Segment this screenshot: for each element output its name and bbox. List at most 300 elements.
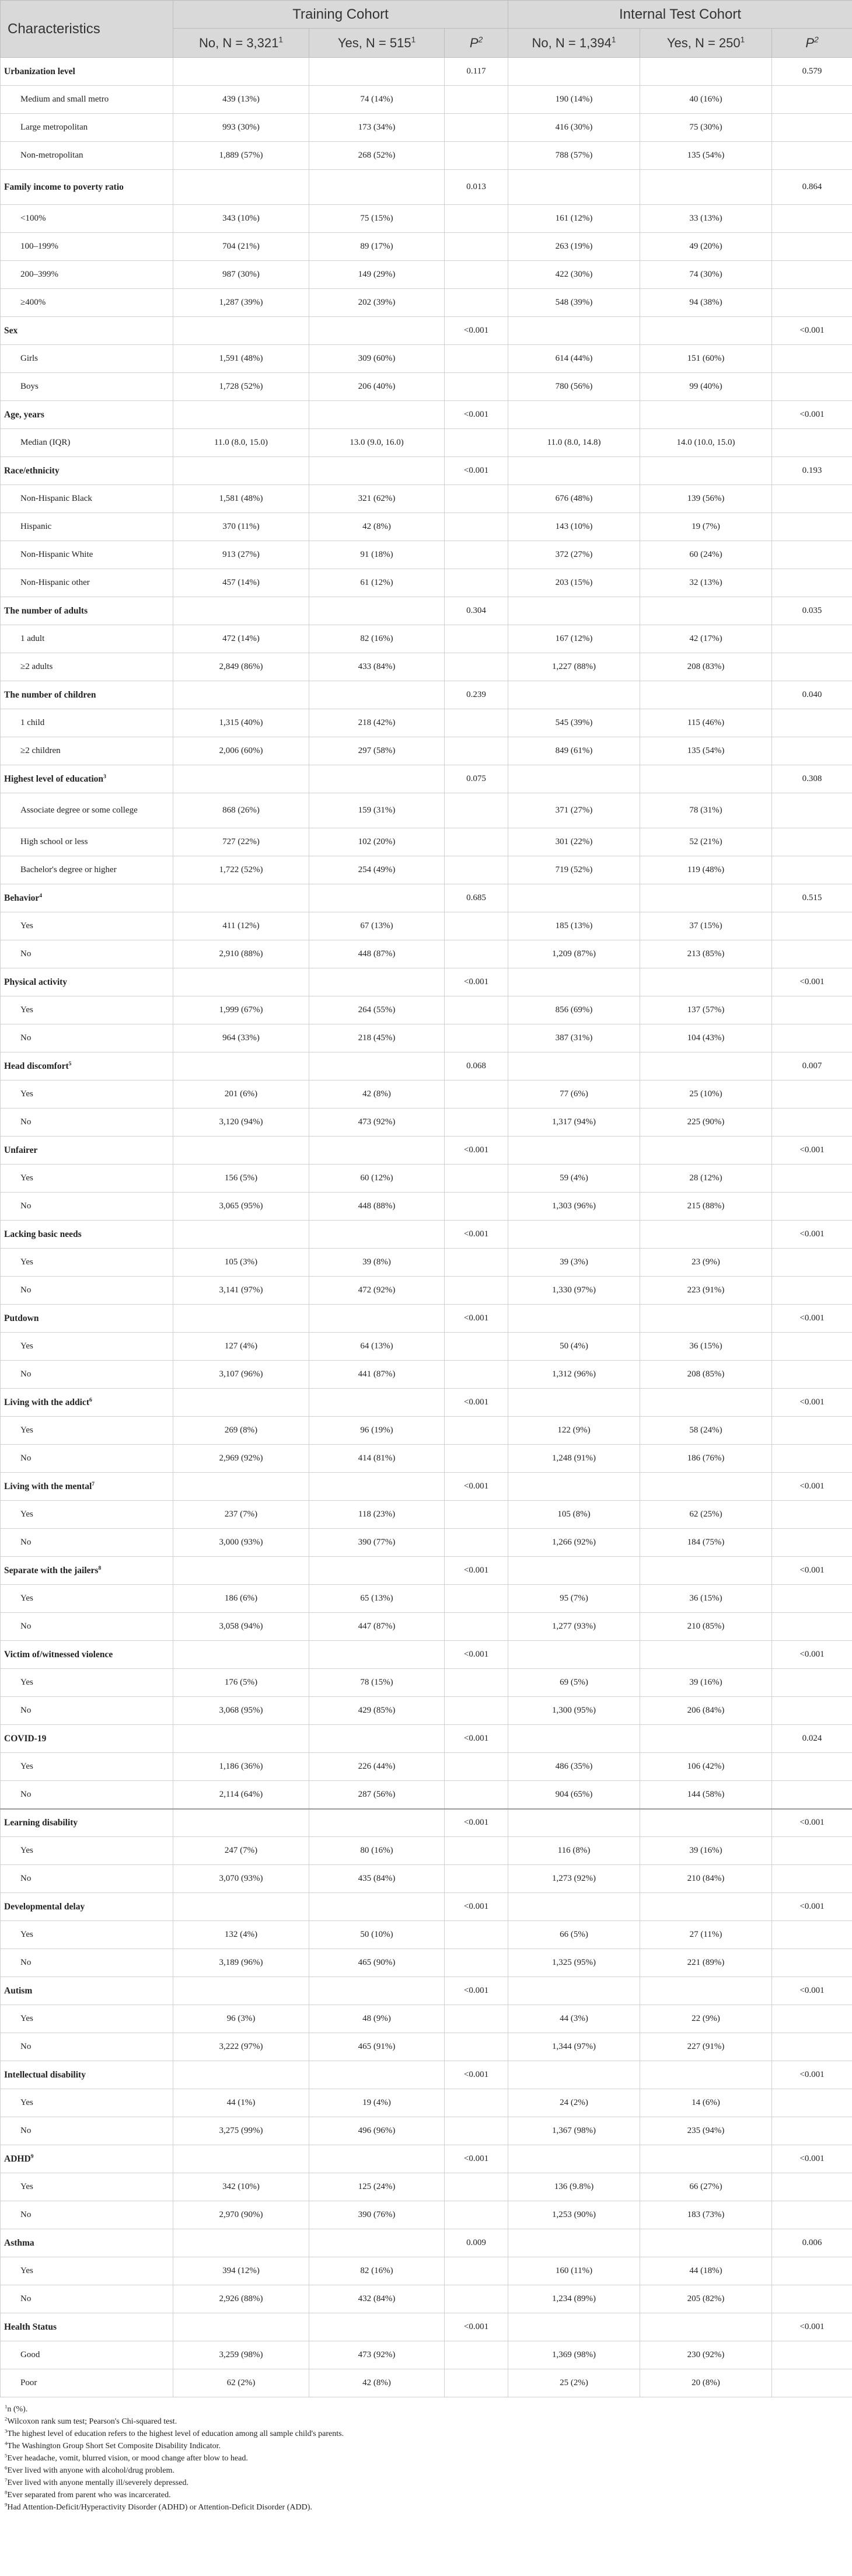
train-yes-value: 448 (88%) <box>309 1193 445 1221</box>
table-row <box>1 2173 852 2201</box>
row-label: Yes <box>1 1669 173 1697</box>
train-yes-value: 102 (20%) <box>309 828 445 856</box>
test-yes-value: 208 (83%) <box>640 653 772 681</box>
table-row <box>1 1277 852 1305</box>
table-row <box>1 1501 852 1529</box>
empty-cell <box>508 2061 640 2089</box>
p-value-training: <0.001 <box>445 1557 508 1585</box>
empty-cell <box>309 401 445 429</box>
p-value-training: <0.001 <box>445 1725 508 1753</box>
row-label: Large metropolitan <box>1 114 173 142</box>
train-no-value: 913 (27%) <box>173 541 309 569</box>
empty-cell <box>640 2313 772 2341</box>
empty-cell <box>309 1725 445 1753</box>
test-yes-value: 183 (73%) <box>640 2201 772 2229</box>
empty-cell <box>772 114 852 142</box>
row-label: Yes <box>1 2089 173 2117</box>
test-yes-value: 135 (54%) <box>640 737 772 765</box>
p-value-test: 0.308 <box>772 765 852 793</box>
test-no-value: 387 (31%) <box>508 1024 640 1052</box>
category-label <box>1 1809 173 1837</box>
test-no-value: 263 (19%) <box>508 233 640 261</box>
row-label: Yes <box>1 1921 173 1949</box>
category-row <box>1 1557 852 1585</box>
test-no-value: 1,303 (96%) <box>508 1193 640 1221</box>
empty-cell <box>445 1024 508 1052</box>
row-label: ≥2 children <box>1 737 173 765</box>
test-yes-value: 227 (91%) <box>640 2033 772 2061</box>
table-row <box>1 1080 852 1109</box>
test-yes-value: 208 (85%) <box>640 1361 772 1389</box>
table-row <box>1 142 852 170</box>
train-yes-value: 96 (19%) <box>309 1417 445 1445</box>
footnote-text: Ever lived with anyone mentally ill/severely depressed. <box>7 2479 188 2487</box>
train-no-value: 2,006 (60%) <box>173 737 309 765</box>
p-value-test: 0.864 <box>772 170 852 205</box>
test-yes-value: 58 (24%) <box>640 1417 772 1445</box>
train-no-value: 2,114 (64%) <box>173 1781 309 1809</box>
test-yes-value: 60 (24%) <box>640 541 772 569</box>
table-row <box>1 1193 852 1221</box>
row-label: Girls <box>1 345 173 373</box>
test-no-value: 1,344 (97%) <box>508 2033 640 2061</box>
test-no-value: 1,248 (91%) <box>508 1445 640 1473</box>
footnote-ref: 5 <box>68 1060 72 1067</box>
table-row <box>1 1417 852 1445</box>
category-label-text: Developmental delay <box>4 1901 85 1912</box>
table-row <box>1 625 852 653</box>
empty-cell <box>772 429 852 457</box>
empty-cell <box>508 401 640 429</box>
test-no-value: 486 (35%) <box>508 1753 640 1781</box>
row-label: ≥2 adults <box>1 653 173 681</box>
train-no-value: 3,275 (99%) <box>173 2117 309 2145</box>
empty-cell <box>445 86 508 114</box>
test-no-value: 422 (30%) <box>508 261 640 289</box>
empty-cell <box>772 1445 852 1473</box>
header-test-no: No, $N = 1,394^1$ <box>508 29 640 58</box>
table-row <box>1 205 852 233</box>
empty-cell <box>772 1781 852 1809</box>
table-row <box>1 2117 852 2145</box>
train-no-value: 3,141 (97%) <box>173 1277 309 1305</box>
empty-cell <box>445 1949 508 1977</box>
test-no-value: 548 (39%) <box>508 289 640 317</box>
test-no-value: 203 (15%) <box>508 569 640 597</box>
header-test-yes: Yes, $N = 250^1$ <box>640 29 772 58</box>
train-yes-value: 218 (45%) <box>309 1024 445 1052</box>
empty-cell <box>640 1641 772 1669</box>
p-value-test: 0.515 <box>772 884 852 912</box>
category-label <box>1 1725 173 1753</box>
empty-cell <box>309 597 445 625</box>
category-row <box>1 681 852 709</box>
footnote-number: 9 <box>5 2501 8 2508</box>
category-row <box>1 968 852 996</box>
footnote-ref: 4 <box>39 892 43 899</box>
empty-cell <box>508 1305 640 1333</box>
empty-cell <box>309 1557 445 1585</box>
p-value-training: <0.001 <box>445 1977 508 2005</box>
table-row <box>1 485 852 513</box>
train-yes-value: 60 (12%) <box>309 1165 445 1193</box>
empty-cell <box>173 58 309 86</box>
train-no-value: 11.0 (8.0, 15.0) <box>173 429 309 457</box>
empty-cell <box>445 996 508 1024</box>
test-no-value: 122 (9%) <box>508 1417 640 1445</box>
empty-cell <box>173 765 309 793</box>
category-label-text: Health Status <box>4 2321 57 2332</box>
test-no-value: 301 (22%) <box>508 828 640 856</box>
p-value-training: <0.001 <box>445 968 508 996</box>
train-no-value: 3,058 (94%) <box>173 1613 309 1641</box>
row-label: No <box>1 1865 173 1893</box>
train-yes-value: 173 (34%) <box>309 114 445 142</box>
category-row <box>1 1725 852 1753</box>
empty-cell <box>309 1389 445 1417</box>
train-no-value: 3,068 (95%) <box>173 1697 309 1725</box>
category-label <box>1 1893 173 1921</box>
category-label <box>1 2229 173 2257</box>
train-no-value: 370 (11%) <box>173 513 309 541</box>
footnote-text: n (%). <box>7 2405 28 2414</box>
empty-cell <box>309 1641 445 1669</box>
category-label-text: Putdown <box>4 1313 39 1323</box>
train-yes-value: 65 (13%) <box>309 1585 445 1613</box>
empty-cell <box>445 1921 508 1949</box>
p-value-test: 0.006 <box>772 2229 852 2257</box>
footnote-number: 3 <box>5 2428 8 2434</box>
footnote-item <box>5 2501 847 2514</box>
test-yes-value: 20 (8%) <box>640 2369 772 2397</box>
row-label: No <box>1 2285 173 2313</box>
row-label: 200–399% <box>1 261 173 289</box>
footnote-ref: 9 <box>30 2153 34 2160</box>
train-no-value: 704 (21%) <box>173 233 309 261</box>
footnote-ref: 3 <box>103 773 106 780</box>
empty-cell <box>772 2369 852 2397</box>
table-row <box>1 912 852 940</box>
category-row <box>1 2313 852 2341</box>
train-yes-value: 67 (13%) <box>309 912 445 940</box>
table-row <box>1 86 852 114</box>
empty-cell <box>309 1473 445 1501</box>
test-yes-value: 119 (48%) <box>640 856 772 884</box>
table-header <box>1 1 852 58</box>
empty-cell <box>772 1024 852 1052</box>
category-row <box>1 457 852 485</box>
empty-cell <box>445 1501 508 1529</box>
category-label-text: Living with the mental <box>4 1481 92 1491</box>
p-value-test: <0.001 <box>772 1221 852 1249</box>
empty-cell <box>445 856 508 884</box>
train-yes-value: 473 (92%) <box>309 1109 445 1137</box>
table-row <box>1 1669 852 1697</box>
category-label-text: Intellectual disability <box>4 2069 86 2080</box>
empty-cell <box>445 289 508 317</box>
p-value-training: <0.001 <box>445 1473 508 1501</box>
test-no-value: 24 (2%) <box>508 2089 640 2117</box>
test-yes-value: 44 (18%) <box>640 2257 772 2285</box>
empty-cell <box>445 485 508 513</box>
train-yes-value: 432 (84%) <box>309 2285 445 2313</box>
empty-cell <box>445 1249 508 1277</box>
train-no-value: 62 (2%) <box>173 2369 309 2397</box>
test-yes-value: 52 (21%) <box>640 828 772 856</box>
empty-cell <box>772 2173 852 2201</box>
empty-cell <box>445 1529 508 1557</box>
train-no-value: 132 (4%) <box>173 1921 309 1949</box>
table-row <box>1 1865 852 1893</box>
footnote-number: 5 <box>5 2452 8 2459</box>
test-yes-value: 22 (9%) <box>640 2005 772 2033</box>
empty-cell <box>309 58 445 86</box>
test-no-value: 69 (5%) <box>508 1669 640 1697</box>
empty-cell <box>772 142 852 170</box>
train-no-value: 201 (6%) <box>173 1080 309 1109</box>
test-yes-value: 25 (10%) <box>640 1080 772 1109</box>
train-no-value: 411 (12%) <box>173 912 309 940</box>
p-value-test: <0.001 <box>772 2313 852 2341</box>
p-value-training: 0.009 <box>445 2229 508 2257</box>
empty-cell <box>640 968 772 996</box>
empty-cell <box>640 1052 772 1080</box>
empty-cell <box>508 1473 640 1501</box>
category-label <box>1 1473 173 1501</box>
train-yes-value: 206 (40%) <box>309 373 445 401</box>
empty-cell <box>772 1501 852 1529</box>
test-yes-value: 205 (82%) <box>640 2285 772 2313</box>
table-row <box>1 1249 852 1277</box>
empty-cell <box>173 597 309 625</box>
p-value-test: <0.001 <box>772 1977 852 2005</box>
table-row <box>1 2089 852 2117</box>
test-yes-value: 19 (7%) <box>640 513 772 541</box>
train-no-value: 3,070 (93%) <box>173 1865 309 1893</box>
category-row <box>1 765 852 793</box>
row-label: No <box>1 940 173 968</box>
table-row <box>1 1837 852 1865</box>
category-label-text: Family income to poverty ratio <box>4 182 124 192</box>
footnote-number: 7 <box>5 2477 8 2483</box>
test-no-value: 116 (8%) <box>508 1837 640 1865</box>
test-yes-value: 106 (42%) <box>640 1753 772 1781</box>
row-label: Non-Hispanic White <box>1 541 173 569</box>
test-yes-value: 215 (88%) <box>640 1193 772 1221</box>
train-no-value: 1,999 (67%) <box>173 996 309 1024</box>
table-body <box>1 58 852 2397</box>
empty-cell <box>640 1893 772 1921</box>
row-label: No <box>1 1529 173 1557</box>
empty-cell <box>445 1585 508 1613</box>
empty-cell <box>173 401 309 429</box>
category-label <box>1 2145 173 2173</box>
footnote-number: 4 <box>5 2440 8 2446</box>
category-label <box>1 1052 173 1080</box>
empty-cell <box>772 856 852 884</box>
row-label: Non-Hispanic Black <box>1 485 173 513</box>
empty-cell <box>772 513 852 541</box>
p-value-test: <0.001 <box>772 1473 852 1501</box>
empty-cell <box>309 681 445 709</box>
header-internal-test-cohort: Internal Test Cohort <box>508 1 852 29</box>
empty-cell <box>445 233 508 261</box>
row-label: Bachelor's degree or higher <box>1 856 173 884</box>
empty-cell <box>173 1557 309 1585</box>
empty-cell <box>772 1080 852 1109</box>
train-no-value: 993 (30%) <box>173 114 309 142</box>
train-no-value: 3,000 (93%) <box>173 1529 309 1557</box>
test-no-value: 545 (39%) <box>508 709 640 737</box>
train-no-value: 1,287 (39%) <box>173 289 309 317</box>
empty-cell <box>445 1361 508 1389</box>
category-label-text: Lacking basic needs <box>4 1229 82 1239</box>
empty-cell <box>173 1221 309 1249</box>
category-label <box>1 2313 173 2341</box>
row-label: Hispanic <box>1 513 173 541</box>
train-no-value: 1,728 (52%) <box>173 373 309 401</box>
empty-cell <box>445 142 508 170</box>
empty-cell <box>309 1221 445 1249</box>
empty-cell <box>772 625 852 653</box>
test-yes-value: 135 (54%) <box>640 142 772 170</box>
train-no-value: 2,849 (86%) <box>173 653 309 681</box>
empty-cell <box>445 429 508 457</box>
test-yes-value: 115 (46%) <box>640 709 772 737</box>
train-yes-value: 125 (24%) <box>309 2173 445 2201</box>
header-training-cohort: Training Cohort <box>173 1 508 29</box>
p-value-test: 0.035 <box>772 597 852 625</box>
empty-cell <box>508 968 640 996</box>
train-no-value: 1,315 (40%) <box>173 709 309 737</box>
table-row <box>1 709 852 737</box>
test-no-value: 856 (69%) <box>508 996 640 1024</box>
row-label: Yes <box>1 996 173 1024</box>
empty-cell <box>445 114 508 142</box>
category-label-text: Separate with the jailers <box>4 1565 99 1575</box>
table-row <box>1 940 852 968</box>
empty-cell <box>173 1893 309 1921</box>
empty-cell <box>772 793 852 828</box>
empty-cell <box>640 401 772 429</box>
empty-cell <box>173 1052 309 1080</box>
empty-cell <box>309 884 445 912</box>
table-row <box>1 1109 852 1137</box>
table-row <box>1 1613 852 1641</box>
train-yes-value: 39 (8%) <box>309 1249 445 1277</box>
empty-cell <box>445 2201 508 2229</box>
p-value-training: <0.001 <box>445 1305 508 1333</box>
category-label <box>1 765 173 793</box>
row-label: Yes <box>1 2257 173 2285</box>
footnotes <box>0 2397 852 2522</box>
p-value-test: <0.001 <box>772 1893 852 1921</box>
footnote-text: Wilcoxon rank sum test; Pearson's Chi-squared test. <box>7 2417 177 2426</box>
category-label <box>1 1305 173 1333</box>
empty-cell <box>445 1277 508 1305</box>
empty-cell <box>309 2229 445 2257</box>
empty-cell <box>445 625 508 653</box>
category-label-text: Urbanization level <box>4 66 75 76</box>
train-no-value: 394 (12%) <box>173 2257 309 2285</box>
table-row <box>1 996 852 1024</box>
category-row <box>1 1052 852 1080</box>
empty-cell <box>445 513 508 541</box>
train-yes-value: 74 (14%) <box>309 86 445 114</box>
table-row <box>1 2005 852 2033</box>
category-label-text: Autism <box>4 1985 33 1996</box>
row-label: 1 child <box>1 709 173 737</box>
train-yes-value: 429 (85%) <box>309 1697 445 1725</box>
category-label-text: Age, years <box>4 409 44 420</box>
p-value-training: 0.068 <box>445 1052 508 1080</box>
test-yes-value: 184 (75%) <box>640 1529 772 1557</box>
table-row <box>1 233 852 261</box>
train-no-value: 3,189 (96%) <box>173 1949 309 1977</box>
train-yes-value: 78 (15%) <box>309 1669 445 1697</box>
category-label-text: Victim of/witnessed violence <box>4 1649 113 1660</box>
empty-cell <box>640 1137 772 1165</box>
header-test-p: $P^2$ <box>772 29 852 58</box>
empty-cell <box>445 373 508 401</box>
empty-cell <box>772 1193 852 1221</box>
table-row <box>1 737 852 765</box>
empty-cell <box>772 996 852 1024</box>
test-no-value: 167 (12%) <box>508 625 640 653</box>
train-yes-value: 268 (52%) <box>309 142 445 170</box>
test-yes-value: 210 (85%) <box>640 1613 772 1641</box>
row-label: Medium and small metro <box>1 86 173 114</box>
train-no-value: 237 (7%) <box>173 1501 309 1529</box>
empty-cell <box>772 289 852 317</box>
empty-cell <box>640 597 772 625</box>
empty-cell <box>445 2173 508 2201</box>
table-row <box>1 856 852 884</box>
category-label-text: The number of children <box>4 689 96 700</box>
category-row <box>1 1221 852 1249</box>
p-value-training: <0.001 <box>445 317 508 345</box>
empty-cell <box>772 261 852 289</box>
category-row <box>1 1305 852 1333</box>
train-no-value: 987 (30%) <box>173 261 309 289</box>
empty-cell <box>508 1389 640 1417</box>
p-value-test: <0.001 <box>772 1305 852 1333</box>
empty-cell <box>640 681 772 709</box>
test-yes-value: 66 (27%) <box>640 2173 772 2201</box>
row-label: Yes <box>1 1753 173 1781</box>
test-yes-value: 33 (13%) <box>640 205 772 233</box>
test-no-value: 39 (3%) <box>508 1249 640 1277</box>
category-label-text: Head discomfort <box>4 1061 69 1071</box>
empty-cell <box>508 1052 640 1080</box>
category-label <box>1 58 173 86</box>
empty-cell <box>772 86 852 114</box>
category-label <box>1 317 173 345</box>
empty-cell <box>445 345 508 373</box>
empty-cell <box>772 940 852 968</box>
train-yes-value: 448 (87%) <box>309 940 445 968</box>
test-no-value: 719 (52%) <box>508 856 640 884</box>
empty-cell <box>445 1417 508 1445</box>
row-label: Yes <box>1 1333 173 1361</box>
empty-cell <box>640 1473 772 1501</box>
row-label: No <box>1 1193 173 1221</box>
table-row <box>1 2285 852 2313</box>
test-no-value: 1,266 (92%) <box>508 1529 640 1557</box>
row-label: Poor <box>1 2369 173 2397</box>
empty-cell <box>445 569 508 597</box>
test-yes-value: 32 (13%) <box>640 569 772 597</box>
